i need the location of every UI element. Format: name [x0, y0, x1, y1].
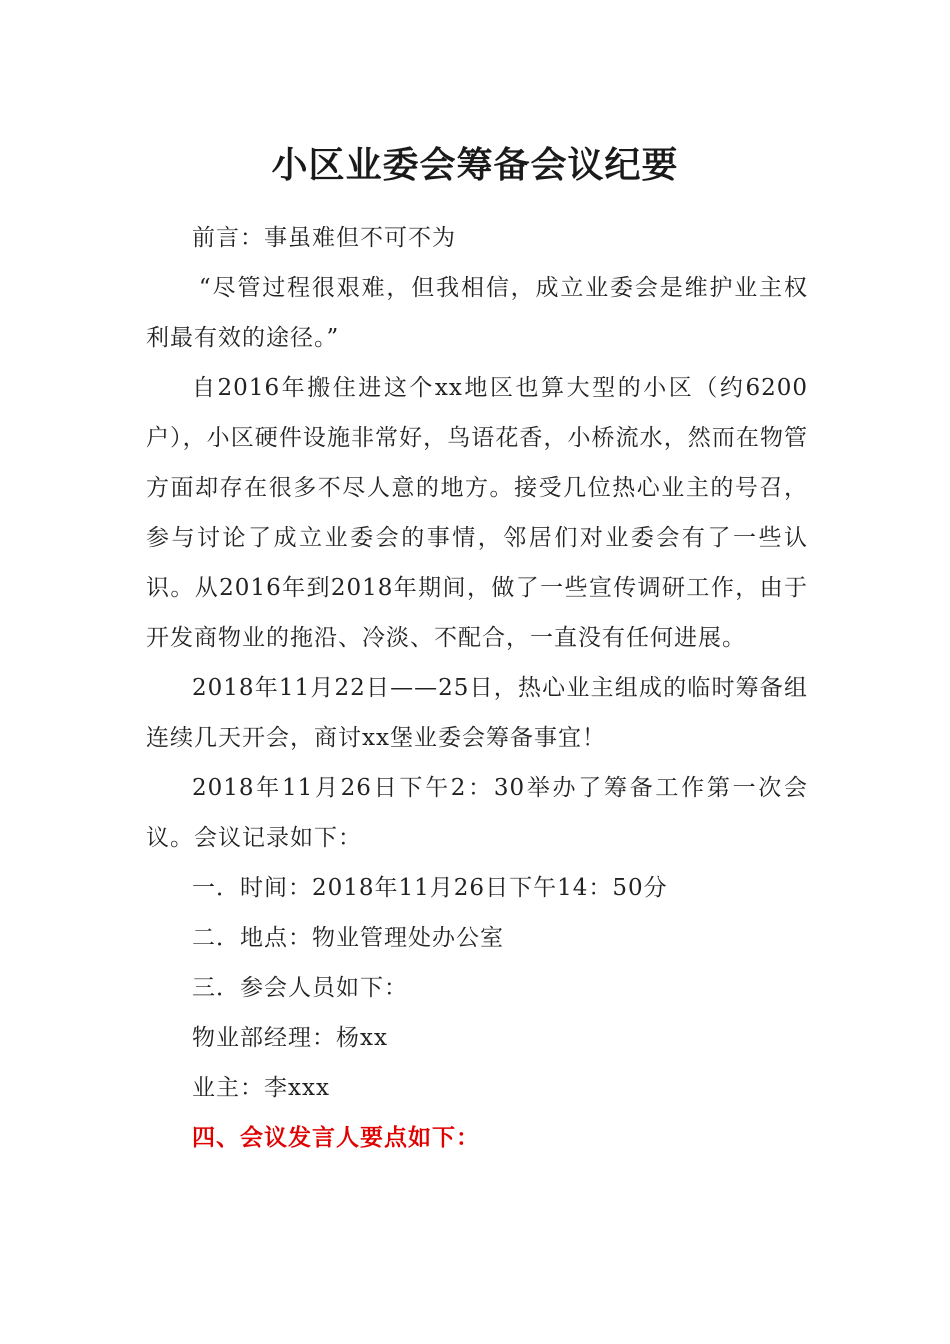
preface-line: 前言：事虽难但不可不为 [192, 225, 456, 251]
attendee-manager: 物业部经理：杨xx [192, 1025, 388, 1051]
attendees-heading: 三．参会人员如下： [192, 975, 408, 1001]
first-meeting-paragraph: 2018年11月26日下午2：30举办了筹备工作第一次会议。会议记录如下： [146, 775, 808, 851]
preparatory-meeting-paragraph: 2018年11月22日——25日，热心业主组成的临时筹备组连续几天开会，商讨xx堡业委会筹备事宜！ [146, 675, 808, 751]
document-body [146, 213, 808, 1163]
meeting-location-item: 二．地点：物业管理处办公室 [192, 925, 504, 951]
quote-paragraph: “尽管过程很艰难，但我相信，成立业委会是维护业主权利最有效的途径。” [146, 275, 808, 351]
document-title: 小区业委会筹备会议纪要 [271, 144, 679, 186]
meeting-time-item: 一．时间：2018年11月26日下午14：50分 [192, 875, 668, 901]
attendee-owner: 业主：李xxx [192, 1075, 330, 1101]
background-paragraph: 自2016年搬住进这个xx地区也算大型的小区（约6200户），小区硬件设施非常好，鸟语花香，小桥流水，然而在物管方面却存在很多不尽人意的地方。接受几位热心业主的号召，参与讨论了成立业委会的事情，邻居们对业委会有了一些认识。从2016年到2018年期间，做了一些宣传调研工作，由于开发商物业的拖沿、冷淡、不配合，一直没有任何进展。 [146, 375, 808, 651]
speech-points-heading: 四、会议发言人要点如下： [192, 1125, 480, 1151]
